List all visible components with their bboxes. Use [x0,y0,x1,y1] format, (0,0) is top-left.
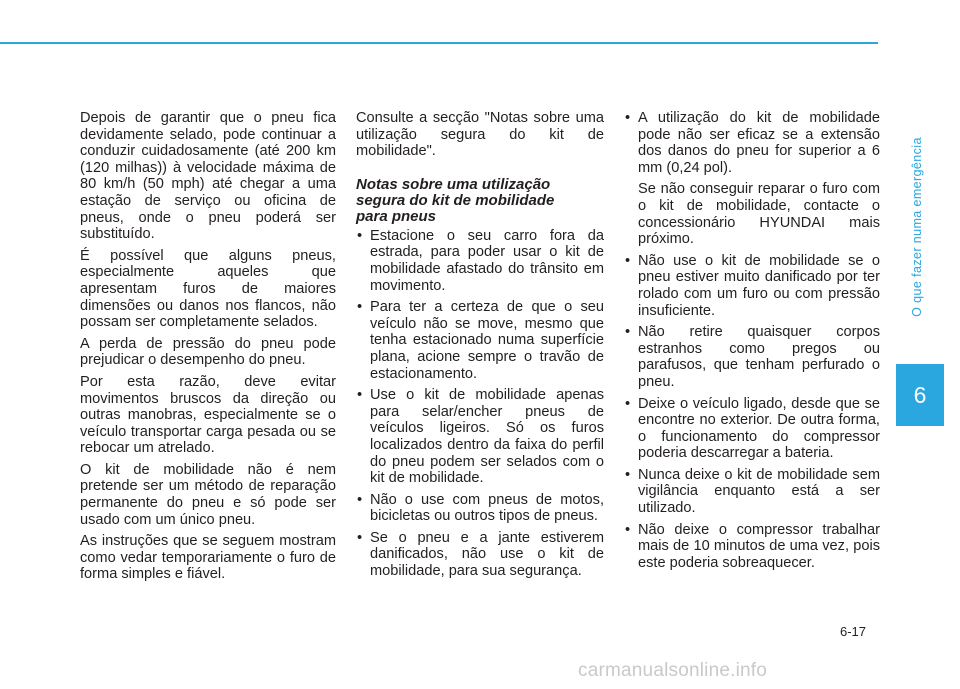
list-item-continuation: Se não conseguir reparar o furo com o kit de mobilidade, contacte o concessionário HYUNDAI mais próximo. [638,181,880,248]
paragraph: A perda de pressão do pneu pode prejudicar o desempenho do pneu. [80,335,336,369]
page-number: 6-17 [840,624,867,639]
paragraph: Depois de garantir que o pneu fica devidamente selado, pode continuar a conduzir cuidadosamente (até 200 km (120 milhas)) à velocidade máxima de 80 km/h (50 mph) até chegar a uma estação de serviço ou oficina de pneus, onde o pneu poderá ser substituído. [80,110,336,243]
paragraph: É possível que alguns pneus, especialmente aqueles que apresentam furos de maiores dimensões ou danos nos flancos, não possam ser completamente selados. [80,247,336,331]
intro-paragraph: Consulte a secção "Notas sobre uma utilização segura do kit de mobilidade". [356,110,604,160]
section-heading: Notas sobre uma utilização segura do kit de mobilidade para pneus [356,175,555,225]
list-item: • Não use o kit de mobilidade se o pneu estiver muito danificado por ter rolado com um furo ou com pressão insuficiente. [624,253,880,319]
text-column-2 [356,110,604,585]
list-item: • Estacione o seu carro fora da estrada, para poder usar o kit de mobilidade afastado do trânsito em movimento. [356,228,604,294]
bullet-list [624,253,880,572]
paragraph: O kit de mobilidade não é nem pretende ser um método de reparação permanente do pneu e só pode ser usado com um único pneu. [80,461,336,528]
text-column-3 [624,110,880,576]
list-item: • Não o use com pneus de motos, bicicletas ou outros tipos de pneus. [356,492,604,525]
header-rule [0,42,878,44]
list-item: • Use o kit de mobilidade apenas para selar/encher pneus de veículos ligeiros. Só os furos localizados dentro da faixa do perfil do pneu podem ser selados com o kit de mobilidade. [356,387,604,487]
list-item: • A utilização do kit de mobilidade pode não ser eficaz se a extensão dos danos do pneu for superior a 6 mm (0,24 pol). [624,110,880,176]
paragraph: Por esta razão, deve evitar movimentos bruscos da direção ou outras manobras, especialmente se o veículo transportar carga pesada ou se rebocar um atrelado. [80,373,336,457]
chapter-title: O que fazer numa emergência [910,137,924,317]
list-item: • Nunca deixe o kit de mobilidade sem vigilância enquanto está a ser utilizado. [624,467,880,517]
chapter-number-tab: 6 [896,364,944,426]
list-item: • Não deixe o compressor trabalhar mais de 10 minutos de uma vez, pois este poderia sobreaquecer. [624,522,880,572]
list-item: • Deixe o veículo ligado, desde que se encontre no exterior. De outra forma, o funcionamento do compressor poderia descarregar a bateria. [624,396,880,462]
list-item: • Para ter a certeza de que o seu veículo não se move, mesmo que tenha estacionado numa superfície plana, acione sempre o travão de estacionamento. [356,299,604,382]
bullet-list [624,110,880,176]
paragraph: As instruções que se seguem mostram como vedar temporariamente o furo de forma simples e fiável. [80,533,336,583]
list-item: • Não retire quaisquer corpos estranhos como pregos ou parafusos, que tenham perfurado o pneu. [624,324,880,390]
list-item: • Se o pneu e a jante estiverem danificados, não use o kit de mobilidade, para sua segurança. [356,530,604,580]
bullet-list [356,228,604,580]
text-column-1 [80,110,336,588]
watermark: carmanualsonline.info [578,660,768,681]
